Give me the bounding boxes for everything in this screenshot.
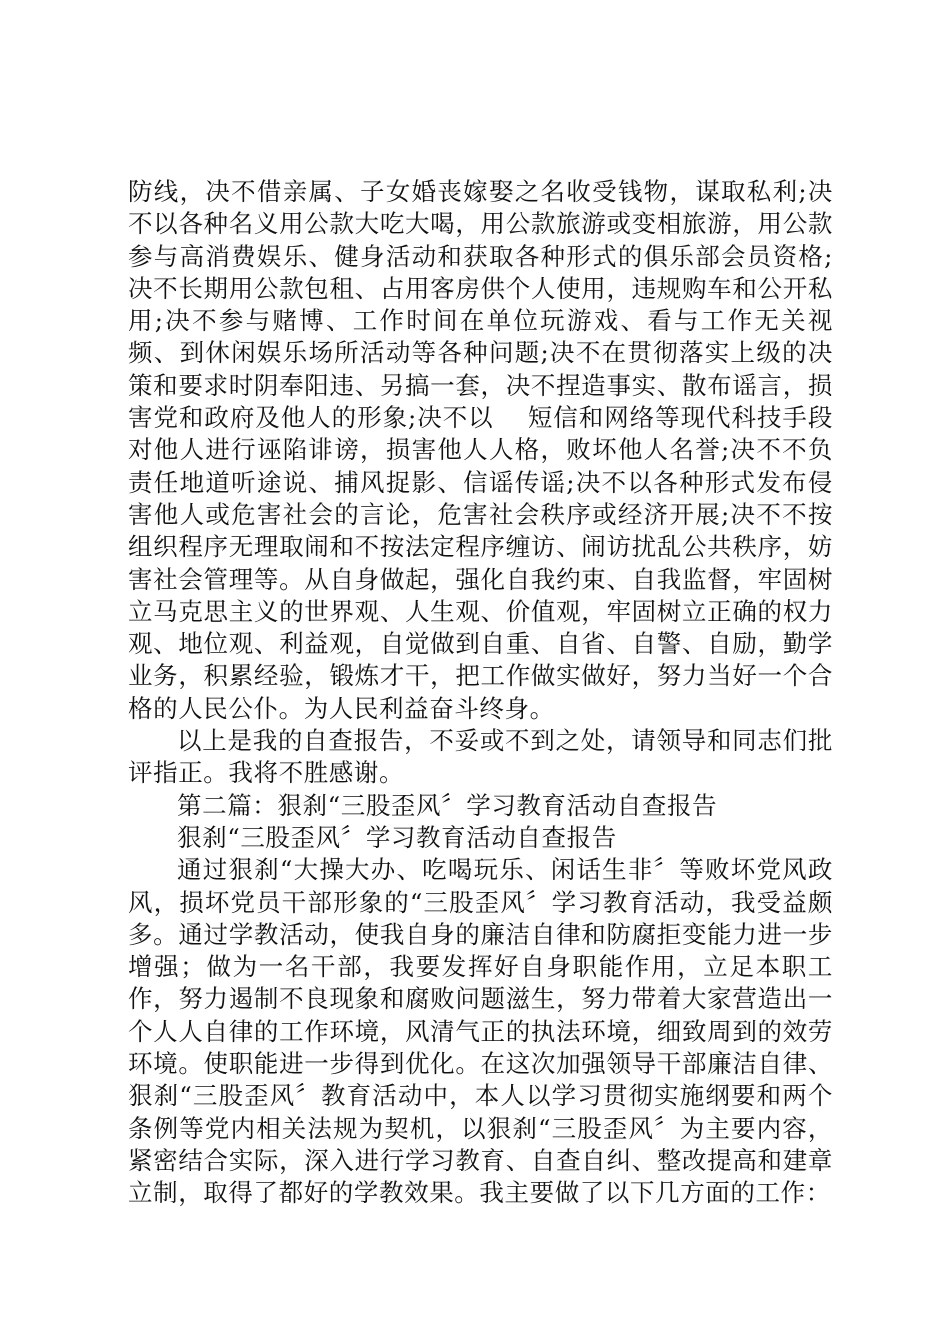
paragraph-continuation: 防线，决不借亲属、子女婚丧嫁娶之名收受钱物，谋取私利;决不以各种名义用公款大吃大喝，用公款旅游或变相旅游，用公款参与高消费娱乐、健身活动和获取各种形式的俱乐部会员资格;决不长期用公款包租、占用客房供个人使用，违规购车和公开私用;决不参与赌博、工作时间在单位玩游戏、看与工作无关视频、到休闲娱乐场所活动等各种问题;决不在贯彻落实上级的决策和要求时阴奉阳违、另搞一套，决不捏造事实、散布谣言，损害党和政府及他人的形象;决不以 短信和网络等现代科技手段对他人进行诬陷诽谤，损害他人人格，败坏他人名誉;决不不负责任地道听途说、捕风捉影、信谣传谣;决不以各种形式发布侵害他人或危害社会的言论，危害社会秩序或经济开展;决不不按组织程序无理取闹和不按法定程序缠访、闹访扰乱公共秩序，妨害社会管理等。从自身做起，强化自我约束、自我监督，牢固树立马克思主义的世界观、人生观、价值观，牢固树立正确的权力观、地位观、利益观，自觉做到自重、自省、自警、自励，勤学业务，积累经验，锻炼才干，把工作做实做好，努力当好一个合格的人民公仆。为人民利益奋斗终身。 [128, 177, 833, 723]
section-subtitle: 狠刹“三股歪风〞学习教育活动自查报告 [177, 822, 617, 852]
document-body [128, 176, 833, 1210]
paragraph-body: 通过狠刹“大操大办、吃喝玩乐、闲话生非〞等败坏党风政风，损坏党员干部形象的“三股歪风〞学习教育活动，我受益颇多。通过学教活动，使我自身的廉洁自律和防腐拒变能力进一步增强；做为一名干部，我要发挥好自身职能作用，立足本职工作，努力遏制不良现象和腐败问题滋生，努力带着大家营造出一个人人自律的工作环境，风清气正的执法环境，细致周到的效劳环境。使职能进一步得到优化。在这次加强领导干部廉洁自律、狠刹“三股歪风〞教育活动中，本人以学习贯彻实施纲要和两个条例等党内相关法规为契机，以狠刹“三股歪风〞为主要内容，紧密结合实际，深入进行学习教育、自查自纠、整改提高和建章立制，取得了都好的学教效果。我主要做了以下几方面的工作： [128, 855, 833, 1208]
paragraph-closing: 以上是我的自查报告，不妥或不到之处，请领导和同志们批评指正。我将不胜感谢。 [128, 726, 833, 788]
section-heading: 第二篇：狠刹“三股歪风〞学习教育活动自查报告 [177, 790, 718, 820]
